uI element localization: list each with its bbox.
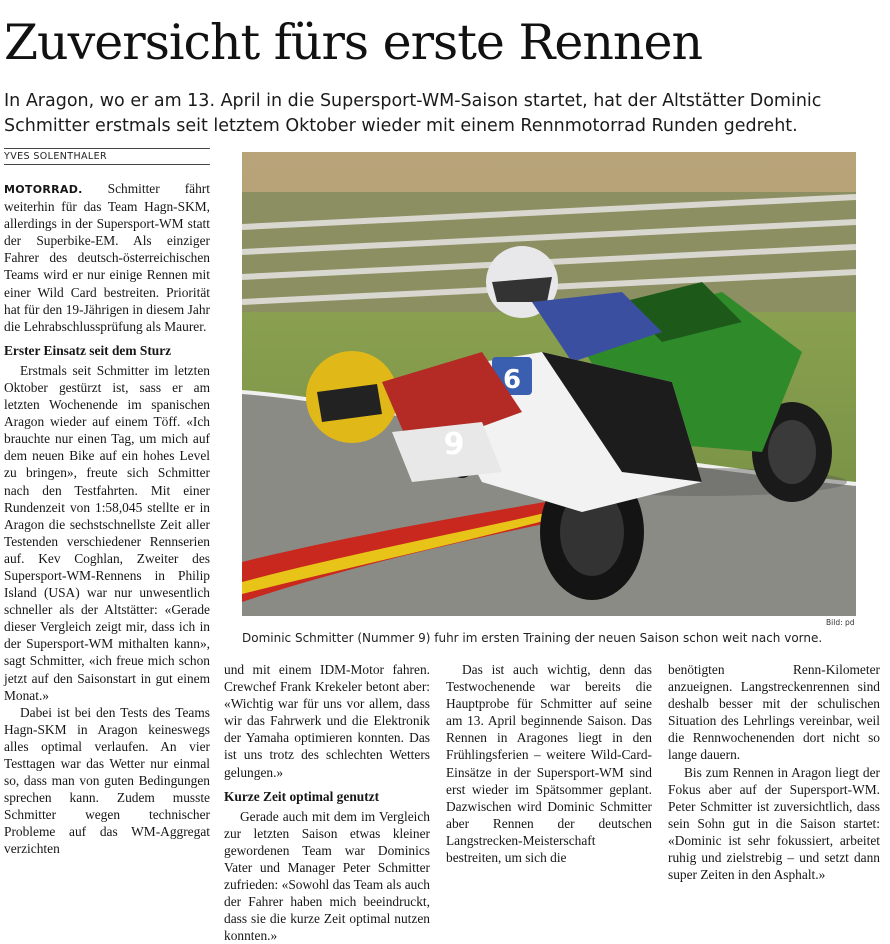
bike-number-side: 6 <box>502 365 522 395</box>
bike-number-front: 9 <box>443 427 465 462</box>
headline: Zuversicht fürs erste Rennen <box>4 14 703 71</box>
subhead-short-time: Kurze Zeit optimal genutzt <box>224 788 380 804</box>
intro-paragraph <box>4 180 210 335</box>
text-column-2 <box>224 661 430 944</box>
body-paragraph: Das ist auch wichtig, denn das Testwochenende war bereits die Hauptprobe für Schmitter auf seine am 13. April beginnende Saison. Das Rennen in Aragones liegt in den Frühlingsferien – weitere Wild-Card-Einsätze in der Supersport-WM sind erst wieder im Spätsommer geplant. Dazwischen wird Dominic Schmitter aber Rennen der deutschen Langstrecken-Meisterschaft bestreiten, um sich die <box>446 662 652 866</box>
body-paragraph: Dabei ist bei den Tests des Teams Hagn-SKM in Aragon keineswegs alles optimal verlaufen. An vier Testtagen war das Wetter nur einmal so, dass man von guten Bedingungen sprechen kann. Zudem musste Schmitter wegen technischer Probleme auf das WM-Aggregat verzichten <box>4 704 210 857</box>
text-column-4 <box>668 661 880 933</box>
author-byline: YVES SOLENTHALER <box>4 148 210 165</box>
body-paragraph: Bis zum Rennen in Aragon liegt der Fokus aber auf der Supersport-WM. Peter Schmitter ist zuversichtlich, dass sein Sohn gut in die Saison startet: «Dominic ist sehr fokussiert, arbeitet ruhig und zielstrebig – und setzt dann super Zeiten in den Asphalt.» <box>668 764 880 883</box>
subhead-first-event: Erster Einsatz seit dem Sturz <box>4 342 172 358</box>
body-paragraph: Gerade auch mit dem im Vergleich zur letzten Saison etwas kleiner gewordenen Team war Dominics Vater und Manager Peter Schmitter zufrieden: «Sowohl das Team als auch der Fahrer haben mich beeindruckt, dass sie die kurze Zeit optimal nutzen konnten.» <box>224 808 430 944</box>
lead-paragraph: In Aragon, wo er am 13. April in die Supersport-WM-Saison startet, hat der Altstätter Dominic Schmitter erstmals seit letztem Oktober wieder mit einem Rennmotorrad Runden gedreht. <box>4 91 822 136</box>
body-paragraph: Erstmals seit Schmitter im letzten Oktober gestürzt ist, sass er am letzten Wochenende im spanischen Aragon wieder auf einem Töff. «Ich brauchte nur einen Tag, um mich auf dem neuen Bike auf ein hohes Level zu bringen», freute sich Schmitter nach den Testfahrten. Mit einer Rundenzeit von 1:58,045 stellte er in Aragon die sechstschnellste Zeit aller Testenden verschiedener Rennserien auf. Kev Coghlan, Zweiter des Supersport-WM-Rennens in Philip Island (USA) war nur unwesentlich schneller als der Altstätter: «Gerade dieser Vergleich zeigt mir, dass ich in der Supersport-WM mithalten kann», sagt Schmitter, «ich freue mich schon jetzt auf den Saisonstart in gut einem Monat.» <box>4 362 210 703</box>
kicker: MOTORRAD. <box>4 183 83 196</box>
photo-caption: Dominic Schmitter (Nummer 9) fuhr im ersten Training der neuen Saison schon weit nach vorne. <box>242 631 823 645</box>
motorcycle-race-illustration <box>242 152 856 616</box>
intro-text: Schmitter fährt weiterhin für das Team Hagn-SKM, allerdings in der Supersport-WM statt der Superbike-EM. Als einziger Fahrer des deutsch-österreichischen Teams wird er nur einige Rennen mit einer Wild Card bestreiten. Priorität hat für den 19-Jährigen in diesem Jahr die Lehrabschlussprüfung als Maurer. <box>4 181 210 334</box>
body-paragraph: benötigten Renn-Kilometer anzueignen. Langstreckenrennen sind deshalb besser mit der schulischen Situation des Lehrlings vereinbar, weil die Rennwochenenden dort nicht so lange dauern. <box>668 662 880 763</box>
text-column-3 <box>446 661 652 933</box>
body-paragraph: und mit einem IDM-Motor fahren. Crewchef Frank Krekeler betont aber: «Wichtig war für uns vor allem, dass wir das Fahrwerk und die Elektronik der Yamaha optimieren konnten. Das ist uns trotz des schlechten Wetters gelungen.» <box>224 662 430 780</box>
photo-credit: Bild: pd <box>826 618 855 627</box>
text-column-1 <box>4 180 210 932</box>
race-photo <box>242 152 856 616</box>
